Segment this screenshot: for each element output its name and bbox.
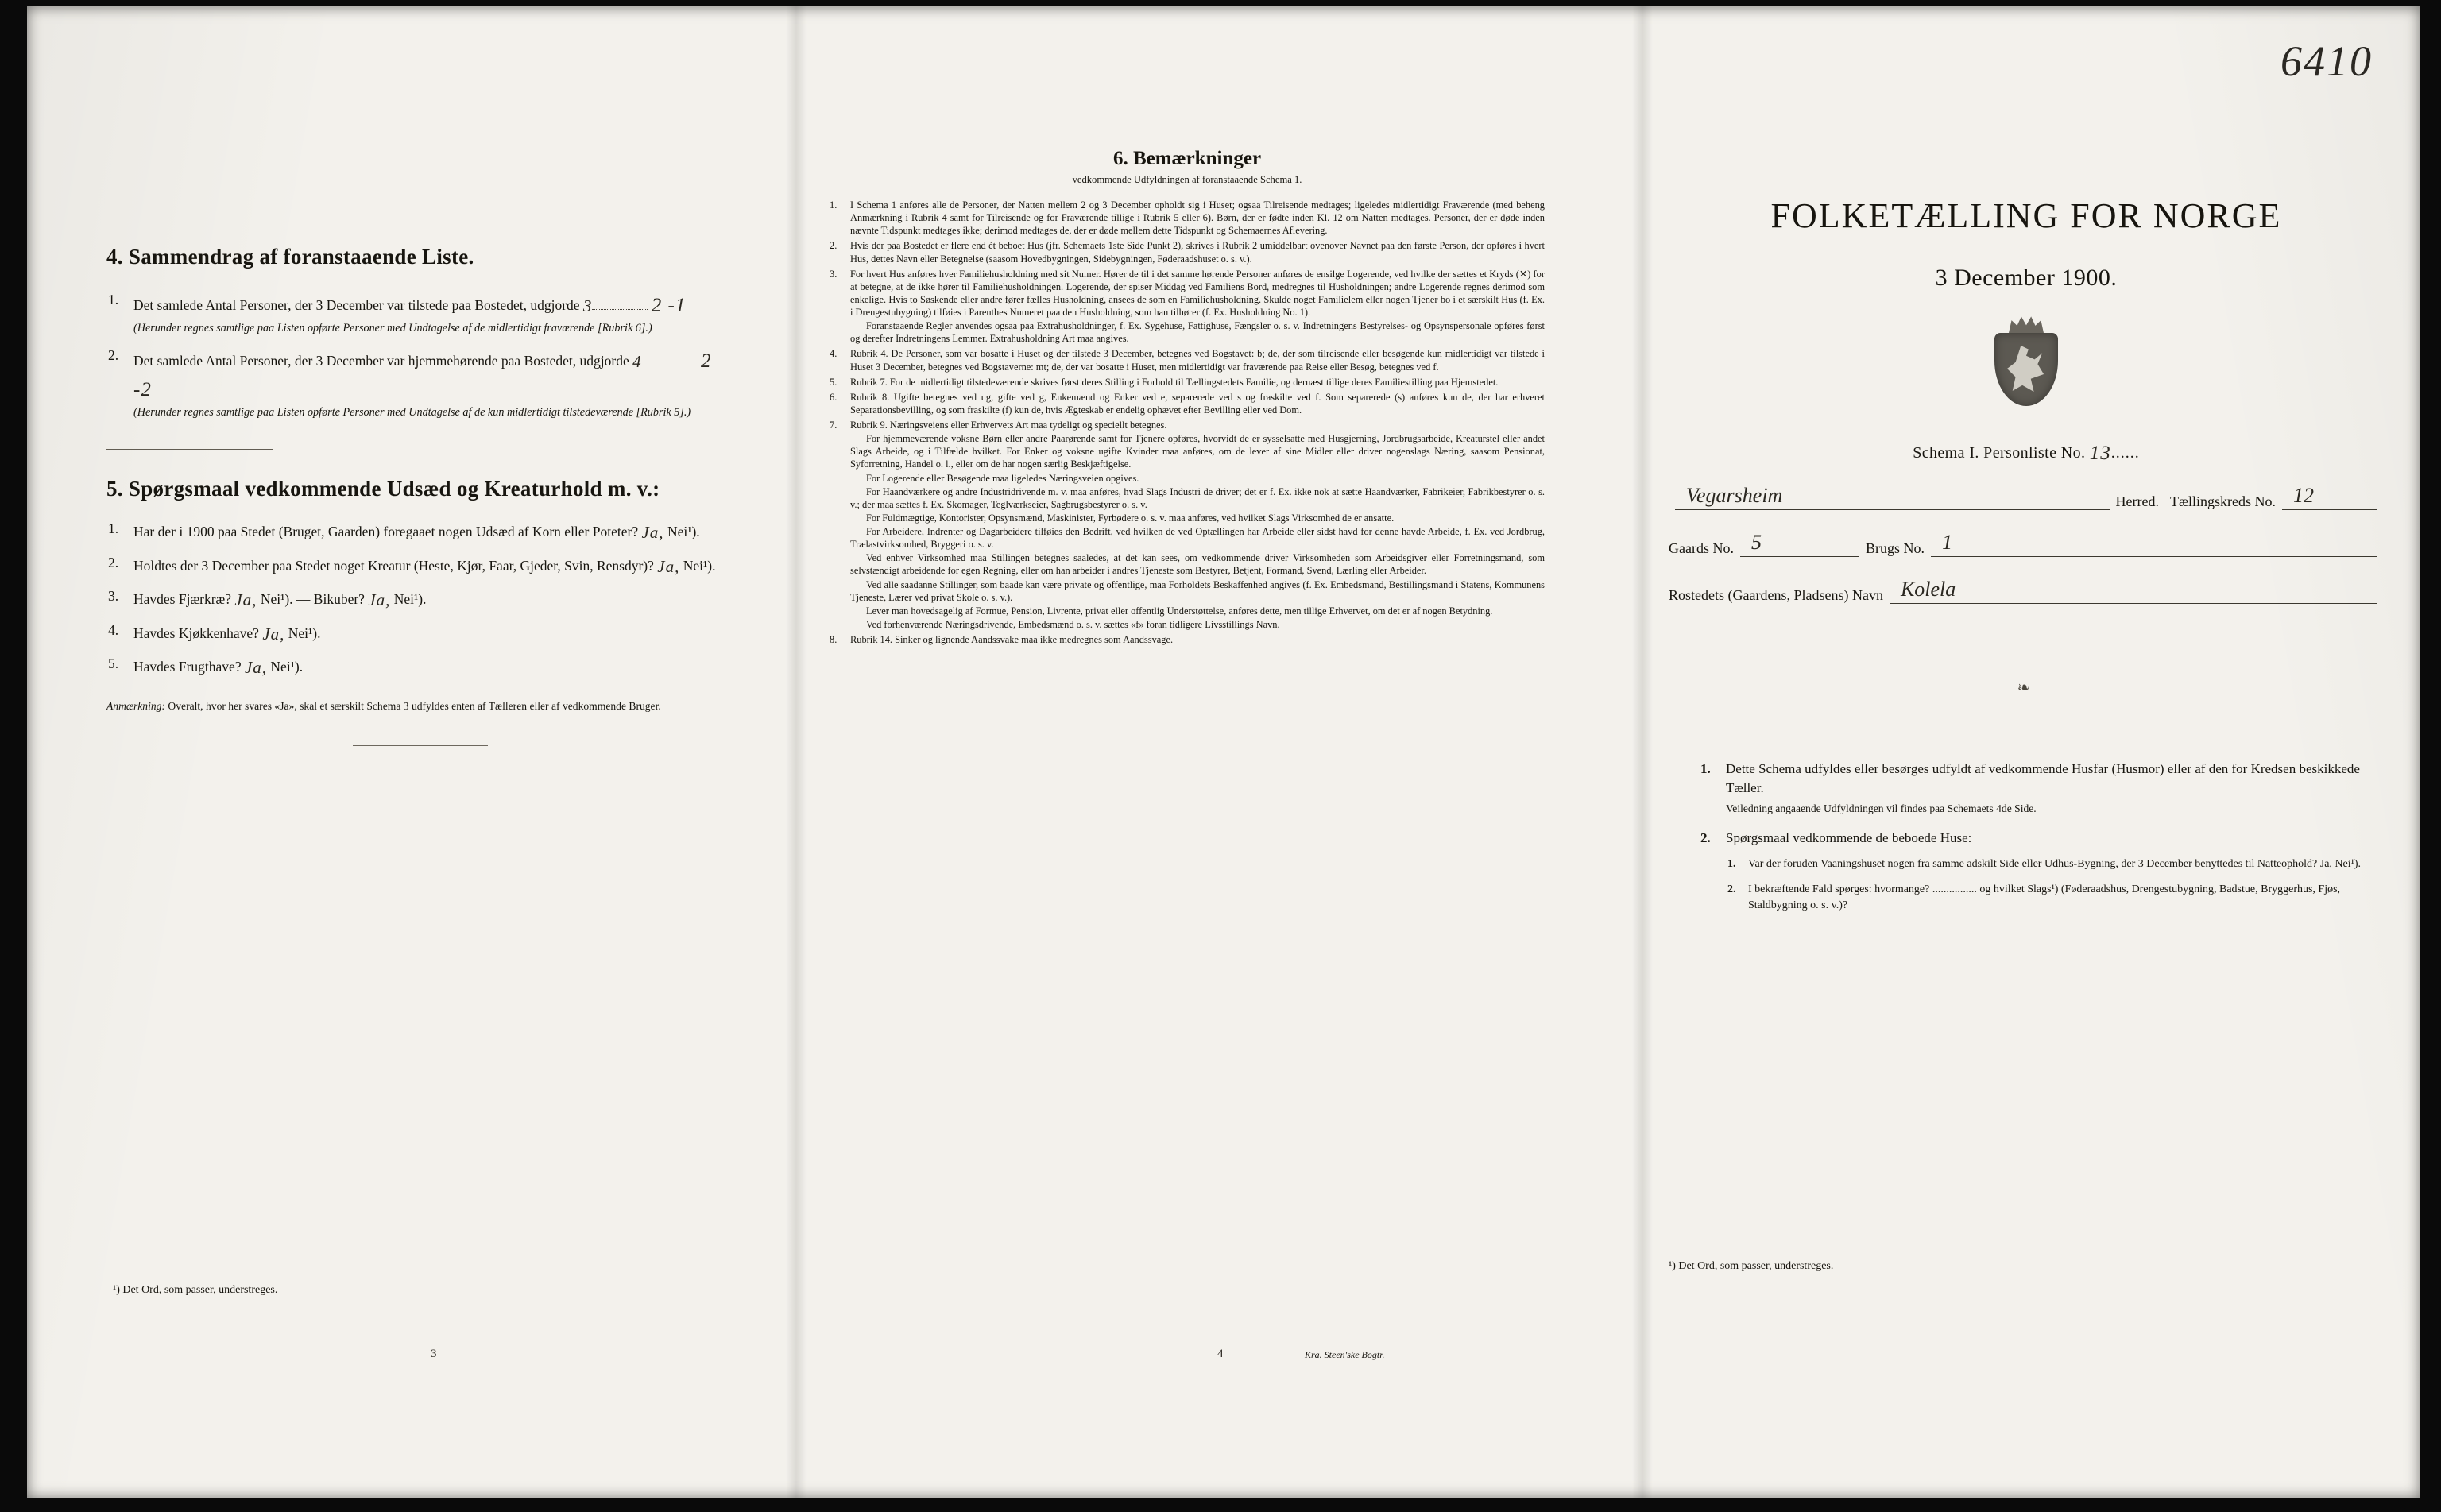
page-middle (796, 6, 1632, 1498)
instruction-list (830, 199, 1545, 646)
question-5-no: Nei¹). (270, 658, 304, 675)
question-4-no: Nei¹). (288, 625, 321, 641)
instruction-text: For hvert Hus anføres hver Familiehusholdning med sit Numer. Hører de til i det samme hørende Personer anføres de ensilge Logerende, ved hvilke der sættes et Kryds (✕) for at betegne, at de ikke hører til Familiehusholdningen. Logerende, der spiser Middag ved Familiens Bord, medregnes til Husholdningen; andre Logerende regnes derimod som enkelige. Hvis to Søskende eller andre fører fælles Husholdning, ansees de som en Familiehusholdning. Skulde noget Familielem eller nogen Tjener bo i et særskilt Hus (f. Ex. i Drengestubygning) tilføies i Parenthes Numeret paa den Husholdning, som han tilhører (f. Ex. Husholdning No. 1). (850, 268, 1545, 318)
question-4 (106, 621, 734, 644)
instruction-number: 1. (1700, 761, 1711, 776)
herred-row (1669, 484, 2384, 510)
house-question-2 (1726, 882, 2384, 913)
item-2-note: (Herunder regnes samtlige paa Listen opførte Personer med Undtagelse af de kun midlertidigt tilstedeværende [Rubrik 5].) (133, 406, 691, 420)
instruction-6 (830, 391, 1545, 416)
instruction-number: 4. (830, 348, 838, 360)
sub-text: Var der foruden Vaaningshuset nogen fra samme adskilt Side eller Udhus-Bygning, der 3 December benyttedes til Natteophold? Ja, Nei¹). (1748, 858, 2362, 871)
item-1-written-value: 2 -1 (651, 295, 687, 316)
instruction-number: 2. (1700, 829, 1711, 845)
question-text: Havdes Fjærkræ? (133, 591, 231, 608)
right-footnote (1669, 1260, 1833, 1273)
house-question-1 (1726, 857, 2384, 872)
question-list (106, 519, 734, 678)
question-2-no: Nei¹). (683, 557, 716, 574)
question-5 (106, 654, 734, 678)
printer-imprint: Kra. Steen'ske Bogtr. (1305, 1349, 1385, 1360)
left-footnote (113, 1284, 277, 1297)
question-text: Holdtes der 3 December paa Stedet noget Kreatur (Heste, Kjør, Faar, Gjeder, Svin, Rensdyr)? (133, 557, 654, 574)
item-2-written-before: 4 (632, 351, 642, 371)
paper-sheet (27, 6, 2420, 1498)
gaards-value: 5 (1750, 531, 1762, 554)
question-3-extra-yes: Ja, (368, 590, 391, 610)
rosted-field[interactable] (1890, 578, 2377, 604)
question-number: 5. (108, 655, 119, 671)
brugs-field[interactable] (1931, 531, 2377, 557)
right-instruction-1 (1700, 760, 2384, 816)
question-3-extra-no: Nei¹). (393, 591, 427, 608)
item-1-written-before: 3 (582, 296, 593, 315)
question-3-extra: — Bikuber? (296, 591, 365, 608)
tellingskreds-label: Tællingskreds No. (2170, 493, 2276, 509)
instruction-guidance: Veiledning angaaende Udfyldningen vil findes paa Schemaets 4de Side. (1726, 802, 2037, 814)
question-text: Har der i 1900 paa Stedet (Bruget, Gaarden) foregaaet nogen Udsæd af Korn eller Poteter? (133, 524, 639, 540)
sub-number: 2. (1727, 884, 1736, 896)
section-4-heading: 4. Sammendrag af foranstaaende Liste. (106, 245, 474, 269)
instruction-text: I Schema 1 anføres alle de Personer, der Natten mellem 2 og 3 December opholdt sig i Huset; ogsaa Tilreisende medtages; ligeledes midlertidigt Fraværende (med beheng Anmærkning i Rubrik 4 samt for Tilreisende og for Fraværende tillige i Rubrik 5 eller 6). Børn, der er fødte inden Kl. 12 om Natten medtages. Personer, der er døde inden nævnte Tidspunkt medtages ikke; derimod medtages de, der er døde mellem dette Tidspunkt og Schemaernes Aflevering. (850, 199, 1545, 237)
gaards-label: Gaards No. (1669, 540, 1734, 556)
schema-dots: ...... (2110, 444, 2140, 462)
sub-text: I bekræftende Fald spørges: hvormange? ................ og hvilket Slags¹) (Føderaadshus, Drengestubygning, Badstue, Bryggerhus, Fjøs, Staldbygning o. s. v.)? (1748, 884, 2341, 911)
tellingskreds-field[interactable] (2282, 484, 2377, 510)
form-title: FOLKETÆLLING FOR NORGE (1770, 196, 2282, 235)
instruction-text: Rubrik 7. For de midlertidigt tilstedeværende skrives først deres Stilling i Forhold til Tællingstedets Familie, og dernæst tillige deres Familiestilling paa Hjemstedet. (850, 376, 1499, 388)
page-right (1632, 6, 2420, 1498)
question-number: 1. (108, 520, 119, 537)
instruction-text: Spørgsmaal vedkommende de beboede Huse: (1726, 829, 1972, 845)
section-6-subtitle: vedkommende Udfyldningen af foranstaaende Schema 1. (1072, 174, 1302, 185)
instruction-7-para-2: For Logerende eller Besøgende maa ligeledes Næringsveien opgives. (866, 472, 1139, 484)
section-6-heading: 6. Bemærkninger (1112, 148, 1262, 169)
instruction-number: 3. (830, 268, 838, 280)
question-1-no: Nei¹). (667, 524, 700, 540)
rosted-label: Rostedets (Gaardens, Pladsens) Navn (1669, 587, 1883, 603)
instruction-7-para-7: Ved alle saadanne Stillinger, som baade kan være private og offentlige, maa Forholdets Beskaffenhed angives (f. Ex. Embedsmand, Bestillingsmand i Statens, Kommunens Tjeneste, Lærer ved privat Skole o. s. v.). (850, 578, 1545, 603)
section-5-heading: 5. Spørgsmaal vedkommende Udsæd og Kreaturhold m. v.: (106, 477, 660, 501)
question-3-no: Nei¹). (260, 591, 293, 608)
instruction-text: Hvis der paa Bostedet er flere end ét beboet Hus (jfr. Schemaets 1ste Side Punkt 2), skrives i Rubrik 2 umiddelbart ovenover Navnet paa den første Person, der opføres i hvert Hus, dettes Navn eller Betegnelse (saasom Hovedbygningen, Sidebygningen, Føderaadshuset o. s. v.). (850, 240, 1545, 265)
house-questions (1726, 857, 2384, 913)
herred-label: Herred. (2115, 493, 2159, 509)
remark-text: Overalt, hvor her svares «Ja», skal et særskilt Schema 3 udfyldes enten af Tælleren eller af vedkommende Bruger. (168, 700, 661, 713)
item-text: Det samlede Antal Personer, der 3 December var hjemmehørende paa Bostedet, udgjorde (133, 352, 629, 369)
instruction-number: 5. (830, 376, 838, 388)
ornament-glyph: ❧ (2017, 679, 2036, 697)
middle-page-number: 4 (1217, 1348, 1224, 1360)
instruction-number: 7. (830, 420, 838, 431)
instruction-text: Rubrik 4. De Personer, som var bosatte i Huset og der tilstede 3 December, betegnes ved Bogstavet: b; de, der som tilreisende eller besøgende kun midlertidigt var tilstede i Huset 3 December, betegnes ved Bogstaverne: mt; de, der var bosatte i Huset, men midlertidigt var fraværende paa Reise eller Besøg, betegnes ved f. (850, 348, 1545, 373)
remark-label: Anmærkning: (106, 700, 166, 713)
rosted-value: Kolela (1900, 578, 1956, 601)
left-footnote-text: ¹) Det Ord, som passer, understreges. (113, 1284, 278, 1296)
summary-item-2 (106, 346, 734, 420)
instruction-number: 6. (830, 391, 838, 403)
rosted-row (1669, 578, 2384, 604)
item-number: 1. (108, 292, 119, 307)
right-instruction-2 (1700, 829, 2384, 914)
instruction-text: Rubrik 14. Sinker og lignende Aandssvake maa ikke medregnes som Aandssvage. (850, 634, 1174, 645)
instruction-7-para-3: For Haandværkere og andre Industridrivende m. v. maa anføres, hvad Slags Industri de driver; det er f. Ex. ikke nok at sætte Haandværker, Fabrikeier, Fabrikbestyrer o. s. v.; der maa sættes f. Ex. Skomager, Teglværkseier, Sagbrugsbestyrer o. s. v. (850, 485, 1545, 510)
instruction-7-para-9: Ved forhenværende Næringsdrivende, Embedsmænd o. s. v. sættes «f» foran tidligere Livsstillings Navn. (866, 618, 1280, 630)
question-1-yes: Ja, (641, 523, 664, 543)
instruction-7-para-8: Lever man hovedsagelig af Formue, Pension, Livrente, privat eller offentlig Understøttelse, anføres dette, men tillige Erhvervet, om det er af nogen Betydning. (866, 605, 1493, 617)
left-page-number: 3 (431, 1348, 437, 1360)
herred-value: Vegarsheim (1686, 484, 1783, 507)
schema-line (1669, 441, 2384, 463)
instruction-7-para-6: Ved enhver Virksomhed maa Stillingen betegnes saaledes, at det kan sees, om vedkommende driver Virksomheden som Arbeidsgiver eller Forretningsmand, som selvstændigt arbeidende for egen Regning, eller om han arbeider i andres Tjeneste som Bestyrer, Betjent, Formand, Svend, Lærling eller Arbeider. (850, 552, 1545, 577)
instruction-text: Dette Schema udfyldes eller besørges udfyldt af vedkommende Husfar (Husmor) eller af den for Kredsen beskikkede Tæller. (1726, 761, 2360, 795)
item-text: Det samlede Antal Personer, der 3 December var tilstede paa Bostedet, udgjorde (133, 297, 580, 313)
item-number: 2. (108, 346, 119, 363)
instruction-3 (830, 268, 1545, 346)
question-number: 2. (108, 554, 119, 570)
question-text: Havdes Frugthave? (133, 658, 242, 675)
schema-value: 13 (2089, 443, 2111, 464)
instruction-text: Rubrik 9. Næringsveiens eller Erhvervets Art maa tydeligt og speciellt betegnes. (850, 420, 1167, 431)
question-2-yes: Ja, (657, 556, 680, 576)
instruction-7 (830, 419, 1545, 631)
question-1 (106, 519, 734, 543)
right-instruction-list (1669, 760, 2384, 913)
page-left (27, 6, 796, 1498)
gaards-row (1669, 531, 2384, 557)
archive-number: 6410 (2280, 37, 2373, 85)
instruction-3-paragraph: Foranstaaende Regler anvendes ogsaa paa Extrahusholdninger, f. Ex. Sygehuse, Fattighuse, Fængsler o. s. v. Indretningens Bestyrelses- og Opsynspersonale opføres først og derefter Indretningens Lemmer. Extrahusholdning Art maa angives. (850, 320, 1545, 345)
brugs-value: 1 (1942, 531, 1952, 554)
ornament-rule (353, 745, 488, 746)
question-number: 3. (108, 588, 119, 605)
question-2 (106, 553, 734, 577)
gaards-field[interactable] (1740, 531, 1859, 557)
form-date: 3 December 1900. (1935, 265, 2118, 291)
divider-rule (106, 449, 273, 450)
question-4-yes: Ja, (262, 624, 285, 644)
herred-field[interactable] (1675, 484, 2110, 510)
summary-items (106, 290, 734, 420)
coat-of-arms-icon (1983, 312, 2069, 417)
sub-number: 1. (1727, 858, 1736, 871)
instruction-8 (830, 633, 1545, 646)
item-1-dotline (592, 309, 648, 310)
schema-label: Schema I. Personliste No. (1913, 444, 2086, 462)
question-text: Havdes Kjøkkenhave? (133, 625, 259, 641)
item-2-written-value: 2 -2 (133, 350, 712, 401)
instruction-number: 2. (830, 240, 838, 252)
remark-block (106, 698, 734, 713)
instruction-5 (830, 376, 1545, 389)
instruction-7-para-1: For hjemmeværende voksne Børn eller andre Paarørende samt for Tjenere opføres, hvorvidt de er sysselsatte med Husgjerning, Jordbrugsarbeide, Kreaturstel eller andet Slags Arbeide, og i Tilfælde hvilket. For Enker og voksne ugifte Kvinder maa anføres, om de lever af sine Midler eller driver nogenslags Næring, saasom Pensionat, Syforretning, Handel o. l., eller om de har nogen særlig Beskjæftigelse. (850, 433, 1545, 470)
instruction-1 (830, 199, 1545, 237)
item-1-note: (Herunder regnes samtlige paa Listen opførte Personer med Undtagelse af de midlertidigt fraværende [Rubrik 6].) (133, 322, 652, 335)
question-3 (106, 586, 734, 610)
instruction-4 (830, 347, 1545, 373)
question-5-yes: Ja, (244, 657, 268, 677)
instruction-7-para-4: For Fuldmægtige, Kontorister, Opsynsmænd, Maskinister, Fyrbødere o. s. v. maa anføres, ved hvilket Slags Virksomhed de er ansatte. (866, 512, 1395, 524)
crown-shape (2009, 314, 2044, 333)
tellingskreds-value: 12 (2293, 484, 2314, 507)
instruction-number: 1. (830, 199, 838, 211)
instruction-text: Rubrik 8. Ugifte betegnes ved ug, gifte ved g, Enkemænd og Enker ved e, separerede ved s og fraskilte ved f. Som separerede (s) anføres kun de, der har erhveret Separationsbevilling, og som fraskilte (f) kun de, hvis Ægteskab er endelig ophævet efter Bevilling eller ved Dom. (850, 391, 1545, 416)
brugs-label: Brugs No. (1865, 540, 1925, 556)
instruction-number: 8. (830, 634, 838, 645)
question-3-yes: Ja, (234, 590, 257, 610)
right-footnote-text: ¹) Det Ord, som passer, understreges. (1669, 1260, 1834, 1272)
summary-item-1 (106, 290, 734, 336)
instruction-2 (830, 239, 1545, 265)
question-number: 4. (108, 621, 119, 638)
instruction-7-para-5: For Arbeidere, Indrenter og Dagarbeidere tilføies den Bedrift, ved hvilken de ved Optællingen har Arbeide eller sidst havd for denne havde Arbeide, f. Ex. ved Jordbrug, Trælastvirksomhed, Bryggeri o. s. v. (850, 526, 1545, 551)
